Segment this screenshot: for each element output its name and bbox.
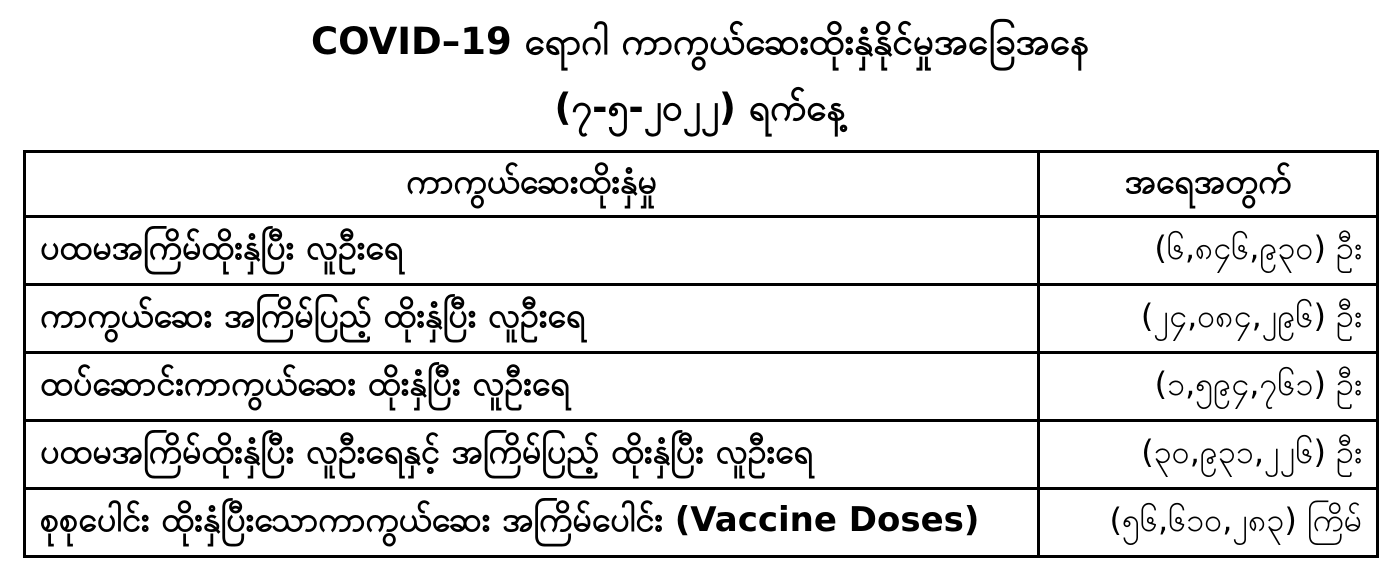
row-value-total-doses: (၅၆,၆၁၀,၂၈၃) ကြိမ် [1039, 489, 1378, 557]
row-label-first-plus-full: ပထမအကြိမ်ထိုးနှံပြီး လူဦးရေနှင့် အကြိမ်ပြည့် ထိုးနှံပြီး လူဦးရေ [25, 421, 1039, 489]
page-title: COVID–19 ရောဂါ ကာကွယ်ဆေးထိုးနှံနိုင်မှုအခြေအနေ [311, 20, 1089, 63]
row-value-first-dose: (၆,၈၄၆,၉၃၀) ဦး [1039, 217, 1378, 285]
column-header-vaccination: ကာကွယ်ဆေးထိုးနှံမှု [25, 152, 1039, 217]
table-header-row [25, 152, 1378, 217]
table-row [25, 353, 1378, 421]
row-label-first-dose: ပထမအကြိမ်ထိုးနှံပြီး လူဦးရေ [25, 217, 1039, 285]
table-row [25, 489, 1378, 557]
vaccination-table [23, 150, 1379, 558]
row-label-fully-vaccinated: ကာကွယ်ဆေး အကြိမ်ပြည့် ထိုးနှံပြီး လူဦးရေ [25, 285, 1039, 353]
row-value-first-plus-full: (၃၀,၉၃၁,၂၂၆) ဦး [1039, 421, 1378, 489]
row-label-booster-dose: ထပ်ဆောင်းကာကွယ်ဆေး ထိုးနှံပြီး လူဦးရေ [25, 353, 1039, 421]
table-row [25, 421, 1378, 489]
row-value-fully-vaccinated: (၂၄,၀၈၄,၂၉၆) ဦး [1039, 285, 1378, 353]
page-subtitle-date: (၇-၅-၂၀၂၂) ရက်နေ့ [554, 86, 846, 129]
table-row [25, 217, 1378, 285]
table-row [25, 285, 1378, 353]
column-header-count: အရေအတွက် [1039, 152, 1378, 217]
row-label-total-doses: စုစုပေါင်း ထိုးနှံပြီးသောကာကွယ်ဆေး အကြိမ်ပေါင်း (Vaccine Doses) [25, 489, 1039, 557]
row-value-booster-dose: (၁,၅၉၄,၇၆၁) ဦး [1039, 353, 1378, 421]
